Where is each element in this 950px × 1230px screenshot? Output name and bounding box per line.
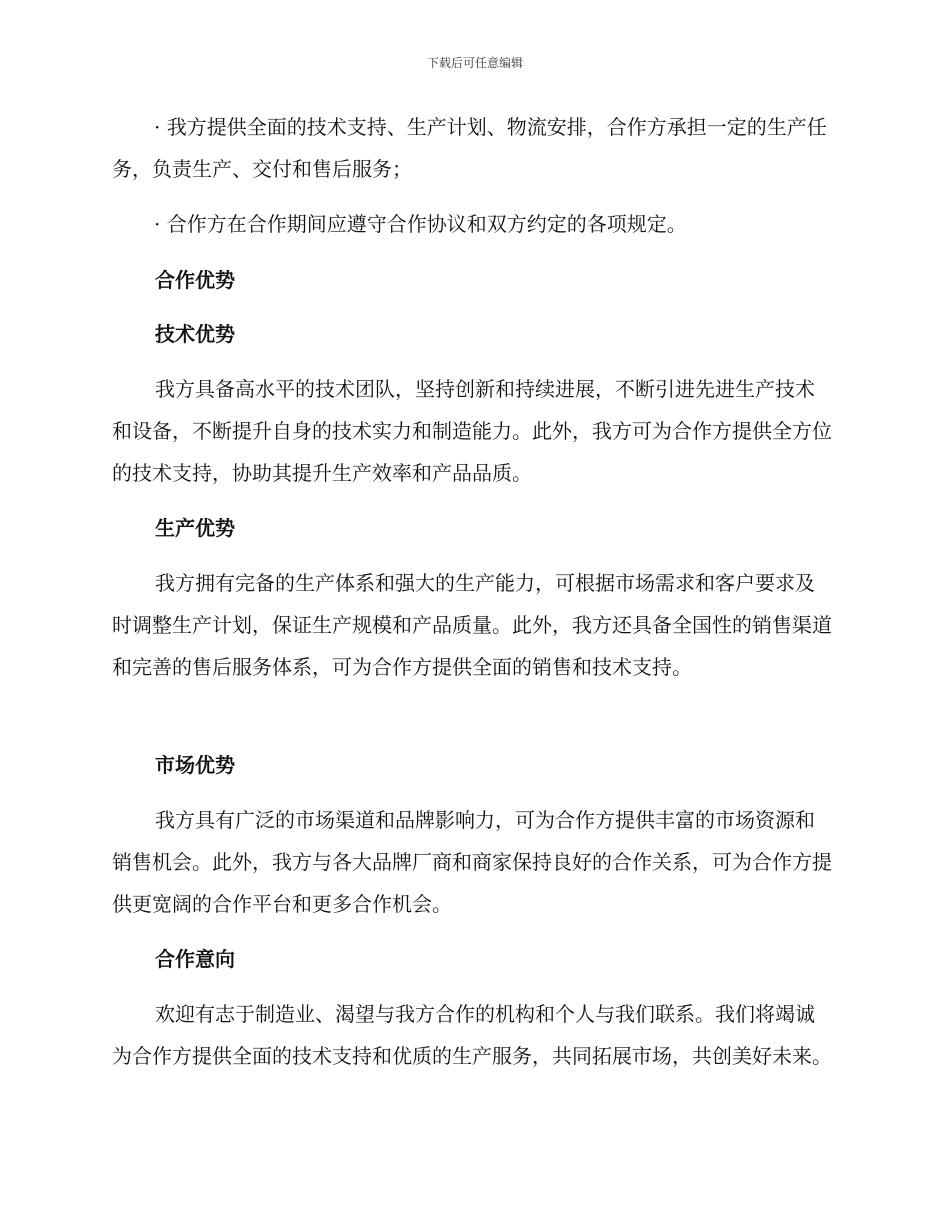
paragraph-intent: 欢迎有志于制造业、渴望与我方合作的机构和个人与我们联系。我们将竭诚为合作方提供全面的技术支持和优质的生产服务，共同拓展市场，共创美好未来。: [112, 1002, 832, 1068]
paragraph-production: 我方拥有完备的生产体系和强大的生产能力，可根据市场需求和客户要求及时调整生产计划，保证生产规模和产品质量。此外，我方还具备全国性的销售渠道和完善的售后服务体系，可为合作方提供全面的销售和技术支持。: [112, 571, 832, 679]
paragraph-market: 我方具有广泛的市场渠道和品牌影响力，可为合作方提供丰富的市场资源和销售机会。此外，我方与各大品牌厂商和商家保持良好的合作关系，可为合作方提供更宽阔的合作平台和更多合作机会。: [112, 808, 832, 916]
section-heading-market: 市场优势: [155, 753, 235, 777]
section-heading-production: 生产优势: [155, 516, 235, 540]
section-heading-technical: 技术优势: [155, 322, 235, 346]
header-note: 下载后可任意编辑: [426, 56, 523, 70]
bullet-item: · 我方提供全面的技术支持、生产计划、物流安排，合作方承担一定的生产任务，负责生产、交付和售后服务；: [112, 115, 827, 181]
section-heading-intent: 合作意向: [155, 947, 235, 971]
section-heading-cooperation-advantages: 合作优势: [155, 268, 235, 292]
paragraph-technical: 我方具备高水平的技术团队，坚持创新和持续进展，不断引进先进生产技术和设备，不断提升自身的技术实力和制造能力。此外，我方可为合作方提供全方位的技术支持，协助其提升生产效率和产品品质。: [112, 377, 832, 485]
bullet-item: · 合作方在合作期间应遵守合作协议和双方约定的各项规定。: [154, 212, 687, 236]
